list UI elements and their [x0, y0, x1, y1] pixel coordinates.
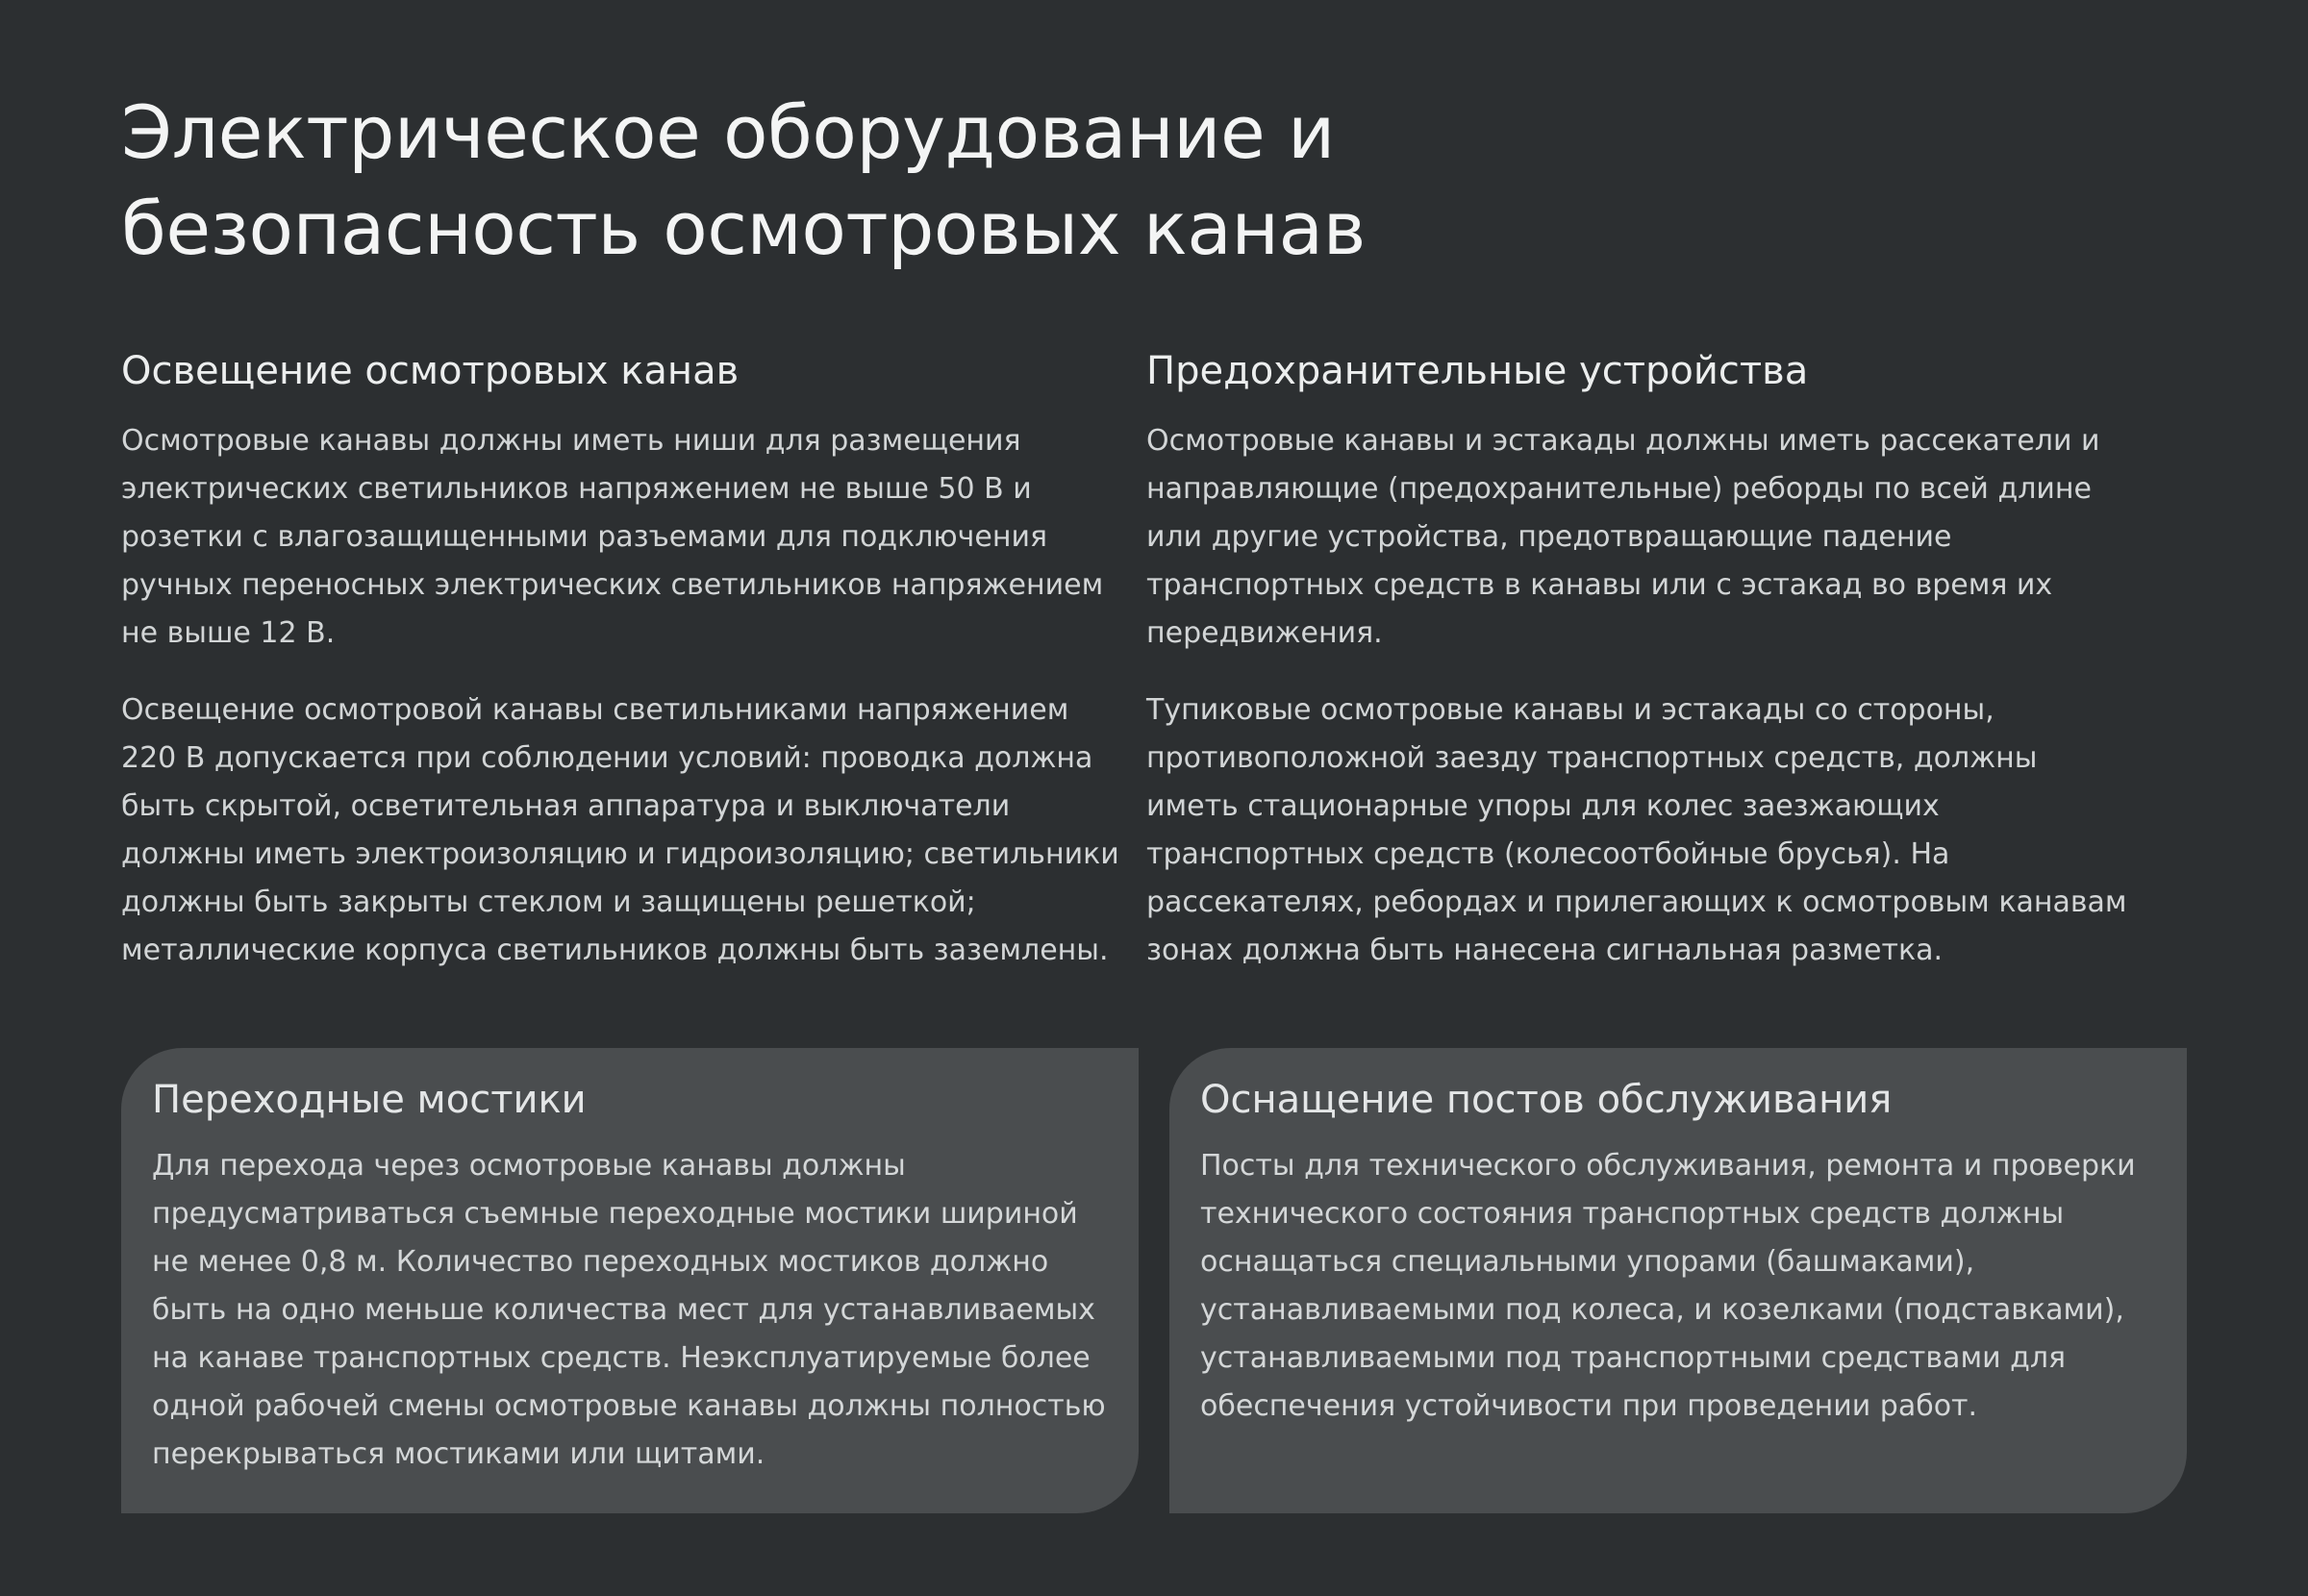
card-heading: Переходные мостики	[152, 1078, 587, 1122]
page-content	[121, 85, 2187, 1004]
section-paragraph: Освещение осмотровой канавы светильниками напряжением 220 В допускается при соблюдении условий: проводка должна быть скрытой, осветительная аппаратура и выключатели должны иметь электроизоляцию и гидроизоляцию; светильники должны быть закрыты стеклом и защищены решеткой; металлические корпуса светильников должны быть заземлены.	[121, 693, 1119, 967]
sections-columns	[121, 342, 2187, 1004]
section-lighting	[121, 342, 1131, 1004]
card-text: Посты для технического обслуживания, ремонта и проверки технического состояния транспортных средств должны оснащаться специальными упорами (башмаками), устанавливаемыми под колеса, и козелками (подставками), устанавливаемыми под транспортными средствами для обеспечения устойчивости при проведении работ.	[1200, 1149, 2136, 1423]
card-text: Для перехода через осмотровые канавы должны предусматриваться съемные переходные мостики шириной не менее 0,8 м. Количество переходных мостиков должно быть на одно меньше количества мест для устанавливаемых на канаве транспортных средств. Неэксплуатируемые более одной рабочей смены осмотровые канавы должны полностью перекрываться мостиками или щитами.	[152, 1149, 1106, 1471]
card-heading: Оснащение постов обслуживания	[1200, 1078, 1893, 1122]
section-paragraph: Осмотровые канавы должны иметь ниши для размещения электрических светильников напряжением не выше 50 В и розетки с влагозащищенными разъемами для подключения ручных переносных электрических светильников напряжением не выше 12 В.	[121, 424, 1104, 650]
section-paragraph: Осмотровые канавы и эстакады должны иметь рассекатели и направляющие (предохранительные) реборды по всей длине или другие устройства, предотвращающие падение транспортных средств в канавы или с эстакад во время их передвижения.	[1146, 424, 2100, 650]
section-heading: Предохранительные устройства	[1146, 349, 1809, 393]
section-heading: Освещение осмотровых канав	[121, 349, 740, 393]
page-title: Электрическое оборудование и безопасность осмотровых канав	[121, 89, 1366, 271]
section-safety-devices	[1146, 342, 2137, 1004]
section-paragraph: Тупиковые осмотровые канавы и эстакады со стороны, противоположной заезду транспортных средств, должны иметь стационарные упоры для колес заезжающих транспортных средств (колесоотбойные брусья). На рассекателях, ребордах и прилегающих к осмотровым канавам зонах должна быть нанесена сигнальная разметка.	[1146, 693, 2127, 967]
card-bridges	[121, 1048, 1139, 1513]
info-cards	[121, 1048, 2187, 1513]
card-service-posts	[1169, 1048, 2187, 1513]
